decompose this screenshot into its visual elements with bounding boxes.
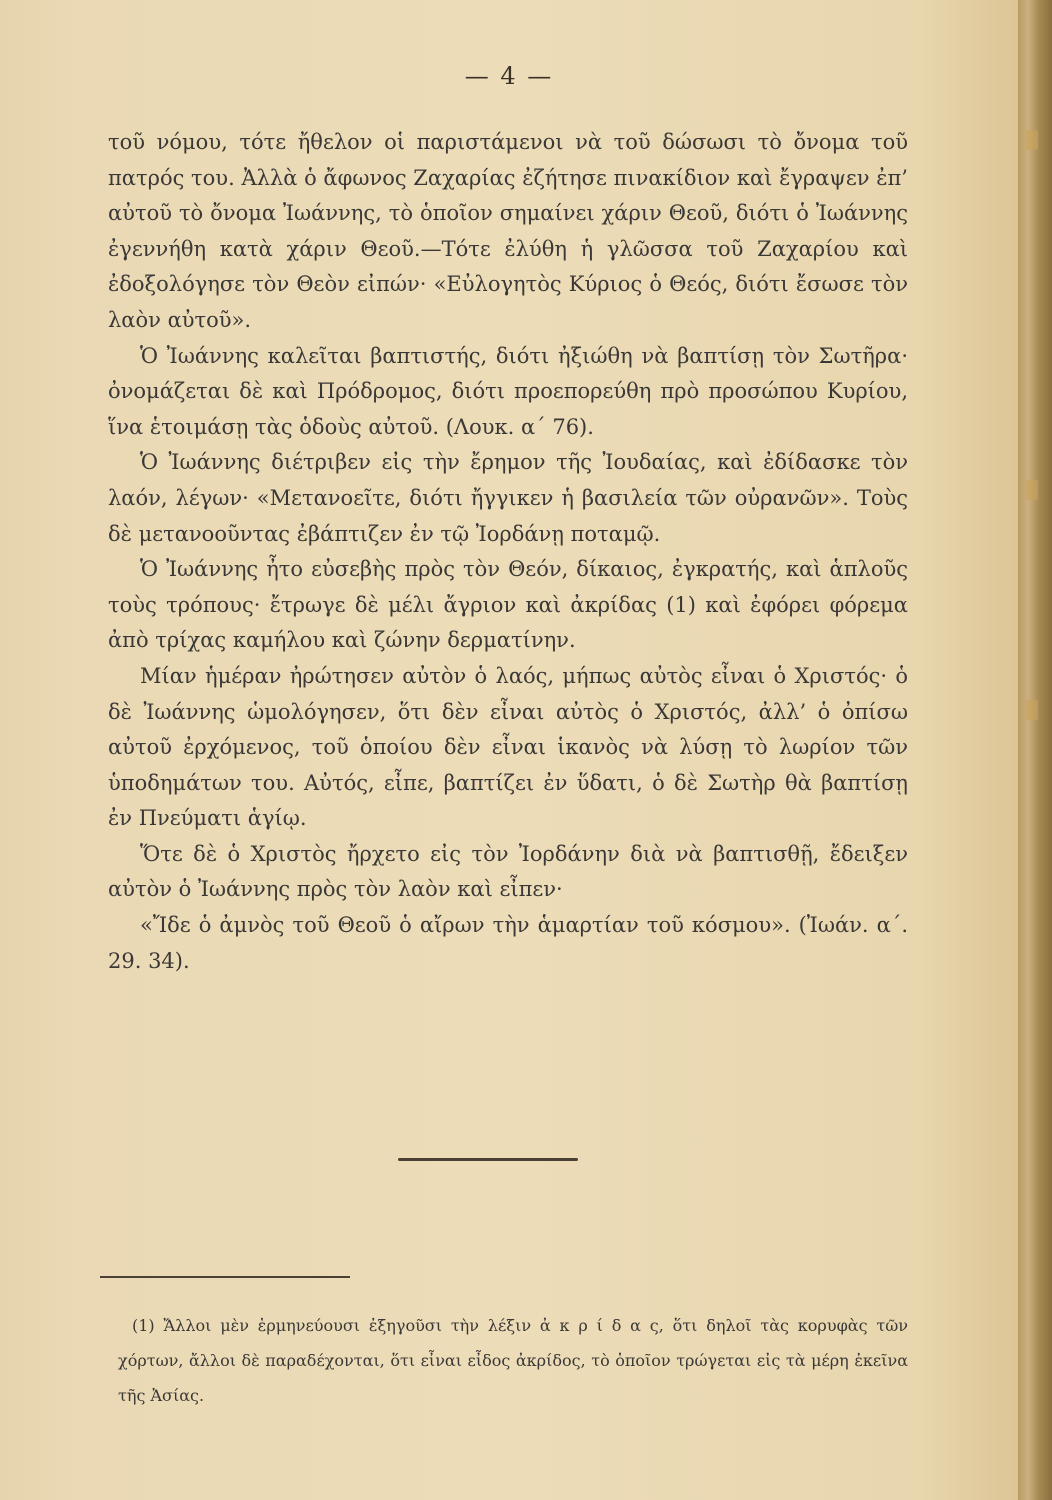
paragraph-2: Ὁ Ἰωάννης καλεῖται βαπτιστής, διότι ἠξιώθη νὰ βαπτίσῃ τὸν Σωτῆρα· ὀνομάζεται δὲ καὶ Πρόδρομος, διότι προεπορεύθη πρὸ προσώπου Κυρίου, ἵνα ἑτοιμάσῃ τὰς ὁδοὺς αὐτοῦ. (Λουκ. α΄ 76). (108, 343, 908, 439)
paragraph-7-quote: «Ἴδε ὁ ἀμνὸς τοῦ Θεοῦ ὁ αἴρων τὴν ἁμαρτίαν τοῦ κόσμου». (Ἰωάν. α΄. 29. 34). (108, 913, 908, 973)
paragraph-4: Ὁ Ἰωάννης ἦτο εὐσεβὴς πρὸς τὸν Θεόν, δίκαιος, ἐγκρατής, καὶ ἁπλοῦς τοὺς τρόπους· ἔτρωγε δὲ μέλι ἄγριον καὶ ἀκρίδας (1) καὶ ἐφόρει φόρεμα ἀπὸ τρίχας καμήλου καὶ ζώνην δερματίνην. (108, 557, 908, 653)
paragraph-6: Ὅτε δὲ ὁ Χριστὸς ἤρχετο εἰς τὸν Ἰορδάνην διὰ νὰ βαπτισθῇ, ἔδειξεν αὐτὸν ὁ Ἰωάννης πρὸς τὸν λαὸν καὶ εἶπεν· (108, 841, 908, 902)
footnote-divider (100, 1276, 350, 1278)
footnote-text: (1) Ἄλλοι μὲν ἑρμηνεύουσι ἐξηγοῦσι τὴν λέξιν ἀ κ ρ ί δ α ς, ὅτι δηλοῖ τὰς κορυφὰς τῶν χόρτων, ἄλλοι δὲ παραδέχονται, ὅτι εἶναι εἶδος ἀκρίδος, τὸ ὁποῖον τρώγεται εἰς τὰ μέρη ἐκεῖνα τῆς Ἀσίας. (118, 1316, 908, 1405)
page-edge (1018, 0, 1052, 1500)
paragraph-1: τοῦ νόμου, τότε ἤθελον οἱ παριστάμενοι νὰ τοῦ δώσωσι τὸ ὄνομα τοῦ πατρός του. Ἀλλὰ ὁ ἄφωνος Ζαχαρίας ἐζήτησε πινακίδιον καὶ ἔγραψεν ἐπ’ αὐτοῦ τὸ ὄνομα Ἰωάννης, τὸ ὁποῖον σημαίνει χάριν Θεοῦ, διότι ὁ Ἰωάννης ἐγεννήθη κατὰ χάριν Θεοῦ.—Τότε ἐλύθη ἡ γλῶσσα τοῦ Ζαχαρίου καὶ ἐδοξολόγησε τὸν Θεὸν εἰπών· «Εὐλογητὸς Κύριος ὁ Θεός, διότι ἔσωσε τὸν λαὸν αὐτοῦ». (108, 130, 908, 332)
section-end-rule (398, 1158, 578, 1161)
paragraph-5: Μίαν ἡμέραν ἠρώτησεν αὐτὸν ὁ λαός, μήπως αὐτὸς εἶναι ὁ Χριστός· ὁ δὲ Ἰωάννης ὡμολόγησεν, ὅτι δὲν εἶναι αὐτὸς ὁ Χριστός, ἀλλ’ ὁ ὀπίσω αὐτοῦ ἐρχόμενος, τοῦ ὁποίου δὲν εἶναι ἱκανὸς νὰ λύσῃ τὸ λωρίον τῶν ὑποδημάτων του. Αὐτός, εἶπε, βαπτίζει ἐν ὕδατι, ὁ δὲ Σωτὴρ θὰ βαπτίσῃ ἐν Πνεύματι ἁγίῳ. (108, 663, 908, 831)
page-number: — 4 — (464, 62, 554, 90)
edge-mark (1026, 130, 1038, 150)
edge-mark (1026, 480, 1038, 500)
main-text (108, 125, 908, 979)
paragraph-3: Ὁ Ἰωάννης διέτριβεν εἰς τὴν ἔρημον τῆς Ἰουδαίας, καὶ ἐδίδασκε τὸν λαόν, λέγων· «Μετανοεῖτε, διότι ἤγγικεν ἡ βασιλεία τῶν οὐρανῶν». Τοὺς δὲ μετανοοῦντας ἐβάπτιζεν ἐν τῷ Ἰορδάνῃ ποταμῷ. (108, 450, 908, 546)
footnote (118, 1308, 908, 1413)
edge-mark (1026, 700, 1038, 720)
